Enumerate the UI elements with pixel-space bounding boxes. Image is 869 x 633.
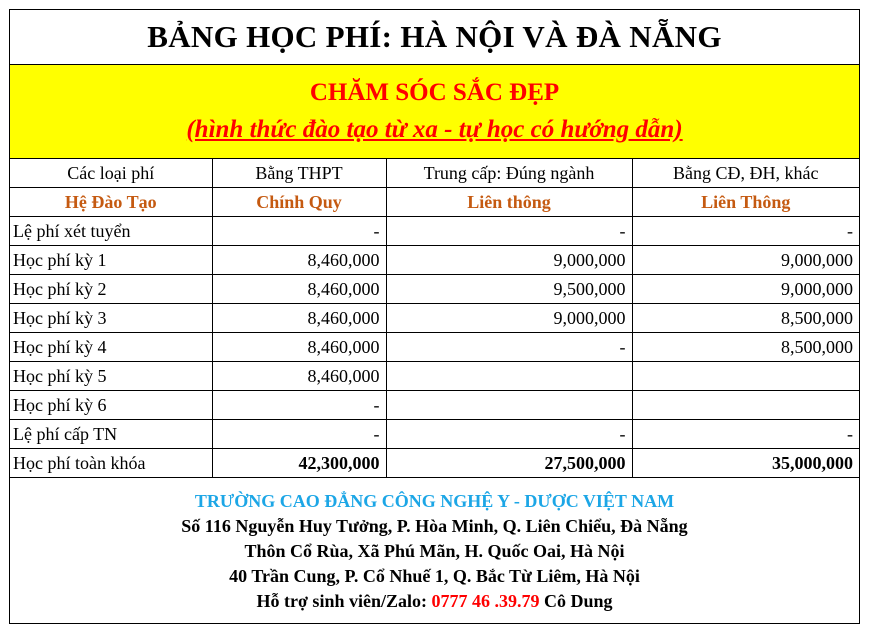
fee-label: Học phí kỳ 2 [10, 275, 212, 304]
total-label: Học phí toàn khóa [10, 449, 212, 478]
fee-value: 8,460,000 [212, 275, 386, 304]
fee-label: Học phí kỳ 5 [10, 362, 212, 391]
fee-value [632, 362, 859, 391]
fee-value: - [212, 217, 386, 246]
fee-value [632, 391, 859, 420]
fee-label: Học phí kỳ 4 [10, 333, 212, 362]
header-cell: Trung cấp: Đúng ngành [386, 159, 632, 188]
subheader-cell: Liên Thông [632, 188, 859, 217]
subheader-cell: Chính Quy [212, 188, 386, 217]
support-contact: Cô Dung [539, 591, 613, 611]
fee-label: Học phí kỳ 1 [10, 246, 212, 275]
fee-value: - [386, 420, 632, 449]
contact-footer [10, 479, 859, 623]
total-value: 35,000,000 [632, 449, 859, 478]
table-row [10, 246, 859, 275]
support-line [10, 591, 859, 612]
fee-sheet [9, 9, 860, 624]
fee-value: 8,460,000 [212, 304, 386, 333]
fee-label: Lệ phí cấp TN [10, 420, 212, 449]
fee-value: 9,000,000 [386, 246, 632, 275]
fee-value: 8,460,000 [212, 246, 386, 275]
fee-value: 9,500,000 [386, 275, 632, 304]
fee-value: - [386, 333, 632, 362]
table-row [10, 362, 859, 391]
table-row [10, 420, 859, 449]
fee-label: Lệ phí xét tuyển [10, 217, 212, 246]
table-row [10, 217, 859, 246]
fee-value: 8,500,000 [632, 304, 859, 333]
fee-value: - [212, 420, 386, 449]
header-cell: Các loại phí [10, 159, 212, 188]
total-value: 42,300,000 [212, 449, 386, 478]
support-phone: 0777 46 .39.79 [431, 591, 540, 611]
support-label: Hỗ trợ sinh viên/Zalo: [256, 591, 432, 611]
fee-value: - [632, 420, 859, 449]
fee-value: 9,000,000 [386, 304, 632, 333]
fee-label: Học phí kỳ 3 [10, 304, 212, 333]
table-total-row [10, 449, 859, 478]
table-row [10, 333, 859, 362]
fee-value: - [386, 217, 632, 246]
subheader-cell: Hệ Đào Tạo [10, 188, 212, 217]
fee-label: Học phí kỳ 6 [10, 391, 212, 420]
fee-value: 8,460,000 [212, 333, 386, 362]
fee-value: 9,000,000 [632, 275, 859, 304]
fee-value [386, 391, 632, 420]
total-value: 27,500,000 [386, 449, 632, 478]
program-name: CHĂM SÓC SẮC ĐẸP [309, 79, 560, 106]
page-title: BẢNG HỌC PHÍ: HÀ NỘI VÀ ĐÀ NẴNG [10, 10, 859, 65]
fee-value [386, 362, 632, 391]
address-bac-tu-liem: 40 Trần Cung, P. Cổ Nhuế 1, Q. Bắc Từ Liêm, Hà Nội [229, 566, 640, 586]
table-header-row [10, 159, 859, 188]
table-row [10, 275, 859, 304]
header-cell: Bằng CĐ, ĐH, khác [632, 159, 859, 188]
fee-value: - [212, 391, 386, 420]
header-cell: Bằng THPT [212, 159, 386, 188]
fee-value: - [632, 217, 859, 246]
school-name: TRƯỜNG CAO ĐẲNG CÔNG NGHỆ Y - DƯỢC VIỆT NAM [194, 491, 675, 511]
fee-value: 8,500,000 [632, 333, 859, 362]
address-da-nang: Số 116 Nguyễn Huy Tưởng, P. Hòa Minh, Q. Liên Chiểu, Đà Nẵng [181, 516, 688, 536]
program-banner [10, 65, 859, 159]
table-row [10, 391, 859, 420]
table-subheader-row [10, 188, 859, 217]
subheader-cell: Liên thông [386, 188, 632, 217]
training-mode: (hình thức đào tạo từ xa - tự học có hướng dẫn) [186, 116, 683, 143]
fee-table [10, 159, 859, 478]
fee-value: 8,460,000 [212, 362, 386, 391]
table-row [10, 304, 859, 333]
fee-value: 9,000,000 [632, 246, 859, 275]
address-quoc-oai: Thôn Cổ Rùa, Xã Phú Mãn, H. Quốc Oai, Hà Nội [244, 541, 625, 561]
